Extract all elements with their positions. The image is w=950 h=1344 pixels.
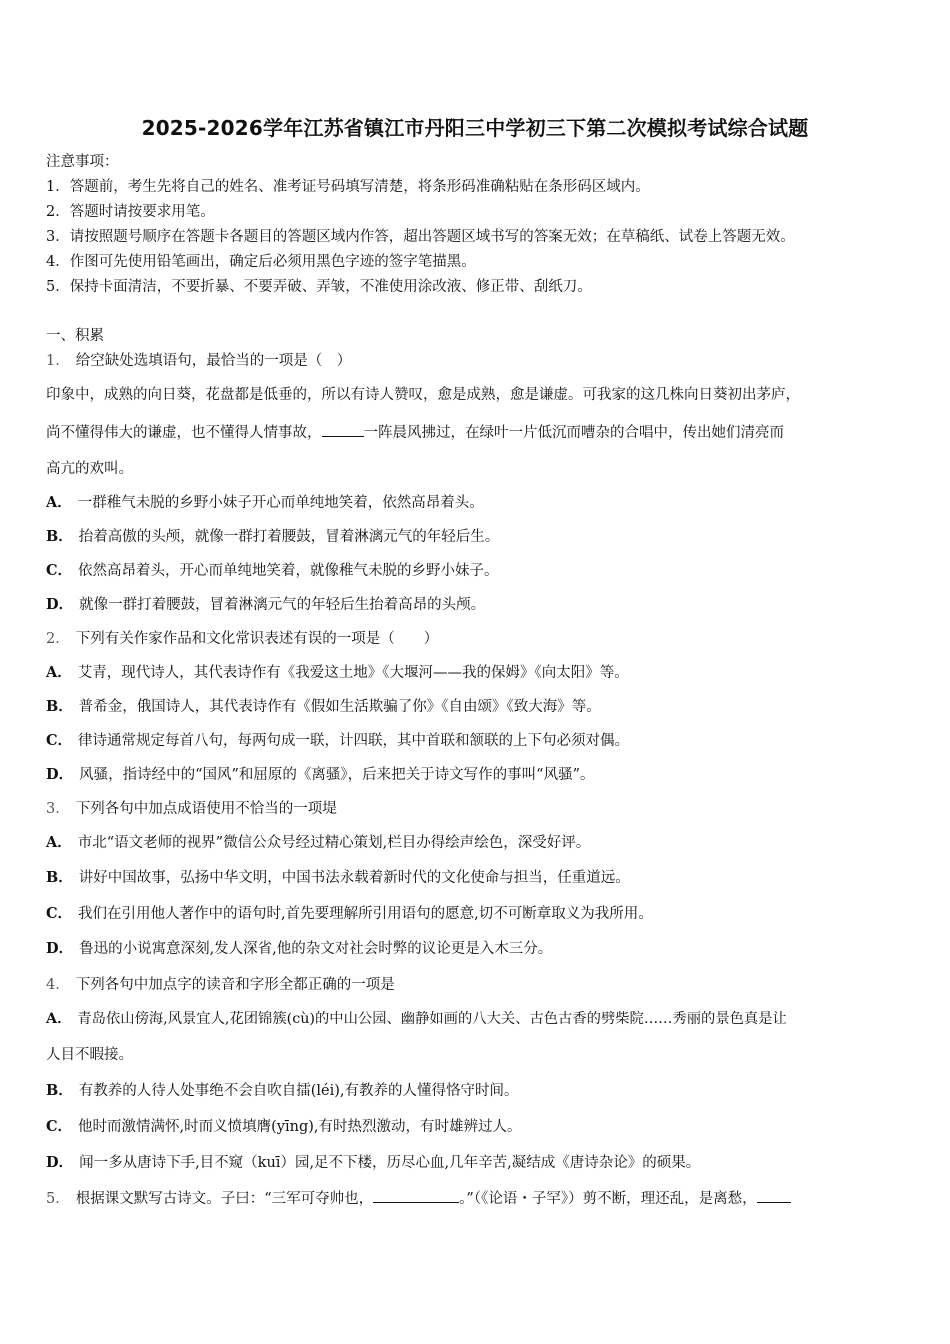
option-label: C． <box>46 905 73 922</box>
question-text: 。”（《论语・子罕》）剪不断，理还乱，是离愁， <box>459 1191 757 1207</box>
option-label: D． <box>46 766 74 783</box>
question-number: 3． <box>46 801 70 817</box>
q1-option-a[interactable] <box>46 493 484 513</box>
question-4-stem <box>46 975 395 995</box>
page-title: 2025-2026学年江苏省镇江市丹阳三中学初三下第二次模拟考试综合试题 <box>141 116 809 140</box>
question-number: 4． <box>46 977 70 993</box>
option-label: D． <box>46 1154 74 1171</box>
q4-option-b[interactable] <box>46 1081 519 1101</box>
passage-text: 尚不懂得伟大的谦虚，也不懂得人情事故， <box>46 425 322 441</box>
question-3-stem <box>46 799 337 819</box>
notice-item: 4．作图可先使用铅笔画出，确定后必须用黑色字迹的签字笔描黑。 <box>46 254 476 270</box>
option-text: 就像一群打着腰鼓，冒着淋漓元气的年轻后生抬着高昂的头颅。 <box>79 597 486 613</box>
option-text: 普希金，俄国诗人，其代表诗作有《假如生活欺骗了你》《自由颂》《致大海》等。 <box>78 699 601 715</box>
option-text: 一群稚气未脱的乡野小妹子开心而单纯地笑着，依然高昂着头。 <box>77 495 484 511</box>
passage-text: 一阵晨风拂过，在绿叶一片低沉而嘈杂的合唱中，传出她们清亮而 <box>363 425 784 441</box>
question-text: 根据课文默写古诗文。子曰：“三军可夺帅也， <box>75 1191 374 1207</box>
option-text: 艾青，现代诗人，其代表诗作有《我爱这土地》《大堰河——我的保姆》《向太阳》等。 <box>77 665 629 681</box>
q2-option-a[interactable] <box>46 663 629 683</box>
q3-option-d[interactable] <box>46 939 552 959</box>
question-text: 给空缺处选填语句，最恰当的一项是（ ） <box>75 353 352 369</box>
answer-blank[interactable] <box>757 1188 791 1203</box>
answer-blank[interactable] <box>373 1188 459 1203</box>
option-label: A． <box>46 834 72 851</box>
q4-option-c[interactable] <box>46 1117 522 1137</box>
notice-item: 2．答题时请按要求用笔。 <box>46 204 215 220</box>
option-text: 闻一多从唐诗下手,目不窥（kuī）园,足不下楼，历尽心血,几年辛苦,凝结成《唐诗杂论》的硕果。 <box>79 1155 701 1171</box>
q4-option-d[interactable] <box>46 1153 700 1173</box>
question-5-stem <box>46 1188 791 1209</box>
q1-passage-line: 印象中，成熟的向日葵，花盘都是低垂的，所以有诗人赞叹，愈是成熟，愈是谦虚。可我家的这几株向日葵初出茅庐， <box>46 387 800 403</box>
option-text: 讲好中国故事，弘扬中华文明，中国书法永载着新时代的文化使命与担当，任重道远。 <box>78 870 630 886</box>
q1-option-d[interactable] <box>46 595 485 615</box>
q3-option-c[interactable] <box>46 904 653 924</box>
option-label: B． <box>46 869 73 886</box>
question-2-stem <box>46 629 438 649</box>
option-text: 有教养的人待人处事绝不会自吹自擂(léi),有教养的人懂得恪守时间。 <box>78 1083 519 1099</box>
option-label: C． <box>46 562 73 579</box>
question-text: 下列有关作家作品和文化常识表述有误的一项是（ ） <box>75 631 439 647</box>
option-text: 抬着高傲的头颅，就像一群打着腰鼓，冒着淋漓元气的年轻后生。 <box>78 529 500 545</box>
q2-option-c[interactable] <box>46 731 629 751</box>
notice-item: 3．请按照题号顺序在答题卡各题目的答题区域内作答，超出答题区域书写的答案无效；在草稿纸、试卷上答题无效。 <box>46 229 795 245</box>
section-heading: 一、积累 <box>46 328 104 344</box>
notice-item: 5．保持卡面清洁，不要折暴、不要弄破、弄皱，不准使用涂改液、修正带、刮纸刀。 <box>46 279 592 295</box>
question-number: 5． <box>46 1191 70 1207</box>
question-text: 下列各句中加点成语使用不恰当的一项堤 <box>75 801 337 817</box>
option-label: C． <box>46 732 73 749</box>
q1-option-c[interactable] <box>46 561 499 581</box>
option-text: 青岛依山傍海,风景宜人,花团锦簇(cù)的中山公园、幽静如画的八大关、古色古香的劈柴院……秀丽的景色真是让 <box>77 1011 787 1027</box>
q4-option-a-continuation: 人目不暇接。 <box>46 1047 133 1063</box>
option-text: 鲁迅的小说寓意深刻,发人深省,他的杂文对社会时弊的议论更是入木三分。 <box>79 941 553 957</box>
question-number: 2． <box>46 631 70 647</box>
question-text: 下列各句中加点字的读音和字形全都正确的一项是 <box>75 977 395 993</box>
question-number: 1． <box>46 353 70 369</box>
q2-option-b[interactable] <box>46 697 601 717</box>
q1-passage-line <box>46 422 784 443</box>
q1-passage-line: 高亢的欢叫。 <box>46 461 133 477</box>
option-label: B． <box>46 698 73 715</box>
option-label: D． <box>46 940 74 957</box>
q2-option-d[interactable] <box>46 765 594 785</box>
q1-option-b[interactable] <box>46 527 499 547</box>
q3-option-a[interactable] <box>46 833 590 853</box>
option-text: 律诗通常规定每首八句，每两句成一联，计四联，其中首联和颔联的上下句必须对偶。 <box>78 733 630 749</box>
q4-option-a[interactable] <box>46 1009 787 1029</box>
option-label: B． <box>46 1082 73 1099</box>
option-label: A． <box>46 494 72 511</box>
notice-item: 1．答题前，考生先将自己的姓名、准考证号码填写清楚，将条形码准确粘贴在条形码区域内。 <box>46 179 650 195</box>
option-label: A． <box>46 664 72 681</box>
option-label: D． <box>46 596 74 613</box>
notice-heading: 注意事项： <box>46 154 119 170</box>
option-label: B． <box>46 528 73 545</box>
option-text: 风骚，指诗经中的“国风”和屈原的《离骚》，后来把关于诗文写作的事叫“风骚”。 <box>79 767 595 783</box>
answer-blank[interactable] <box>322 422 364 437</box>
option-label: C． <box>46 1118 73 1135</box>
q3-option-b[interactable] <box>46 868 630 888</box>
option-text: 他时而激情满怀,时而义愤填膺(yīng),有时热烈激动，有时雄辨过人。 <box>78 1119 522 1135</box>
option-text: 我们在引用他人著作中的语句时,首先要理解所引用语句的愿意,切不可断章取义为我所用。 <box>78 906 653 922</box>
option-label: A． <box>46 1011 72 1027</box>
option-text: 依然高昂着头，开心而单纯地笑着，就像稚气未脱的乡野小妹子。 <box>78 563 499 579</box>
option-text: 市北“语文老师的视界”微信公众号经过精心策划,栏目办得绘声绘色，深受好评。 <box>77 835 591 851</box>
question-1-stem <box>46 351 351 371</box>
